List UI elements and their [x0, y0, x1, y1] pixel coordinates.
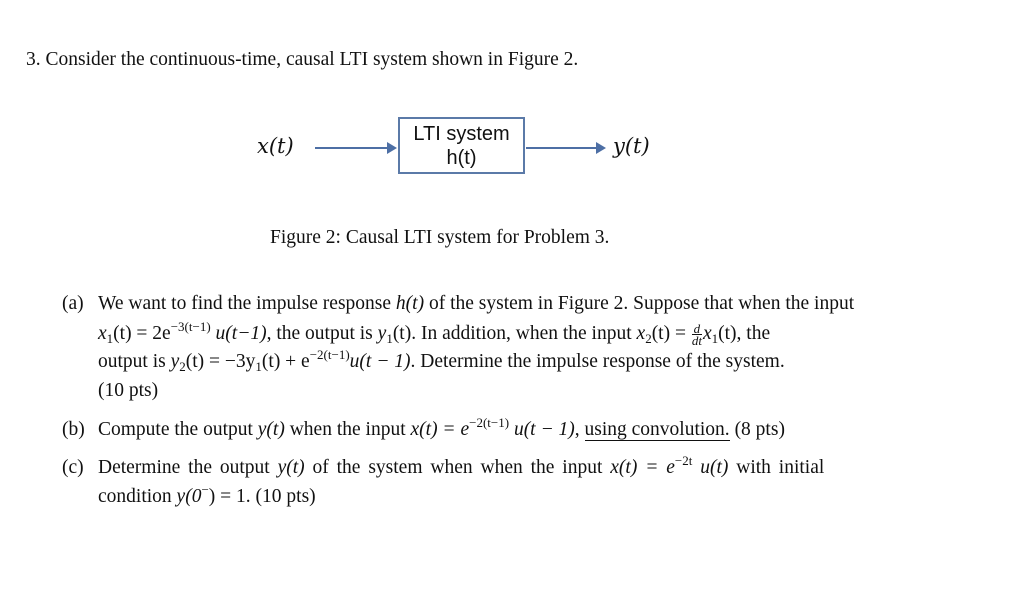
derivative-fraction: $\frac{d}{dt}$ — [691, 321, 702, 349]
problem-header — [26, 48, 578, 72]
part-c-label: (c) — [62, 457, 84, 478]
input-arrow — [315, 147, 395, 149]
part-a-label: (a) — [62, 293, 84, 314]
part-b-label: (b) — [62, 419, 85, 440]
part-a-line2: $x_1(t) = 2e^{-3(t-1)}$ u(t−1), the output is $y_1(t)$. In addition, when the input $x_2(t)$ = $\frac{d}{dt}$ $x_1(t)$, the — [98, 319, 771, 349]
problem-number: 3. — [26, 49, 41, 70]
part-c-line2: condition y(0−) = 1. (10 pts) — [98, 482, 316, 507]
input-signal-label: x(t) — [257, 134, 294, 158]
part-a-line3: output is $y_2(t) = -3y_1(t) + e^{-2(t-1)}u(t - 1)$. Determine the impulse response of the system. — [98, 347, 785, 374]
output-signal-label: y(t) — [613, 134, 650, 158]
lti-system-box — [398, 117, 525, 174]
part-b-line: Compute the output y(t) when the input $x(t) = e^{-2(t-1)}$ u(t − 1), using convolution. (8 pts) — [98, 415, 785, 440]
figure-caption: Figure 2: Causal LTI system for Problem 3. — [270, 227, 610, 248]
part-a-points: (10 pts) — [98, 380, 159, 401]
output-arrow — [526, 147, 604, 149]
system-box-title: LTI system — [413, 123, 510, 145]
part-a-line1: We want to find the impulse response h(t) of the system in Figure 2. Suppose that when the input — [98, 293, 855, 314]
problem-statement: Consider the continuous-time, causal LTI system shown in Figure 2. — [45, 49, 579, 70]
part-c-line1: Determine the output y(t) of the system when when the input $x(t) = e^{-2t}$ u(t) with initial — [98, 453, 825, 478]
convolution-emphasis: using convolution. — [584, 419, 730, 440]
system-box-impulse: h(t) — [446, 147, 477, 169]
